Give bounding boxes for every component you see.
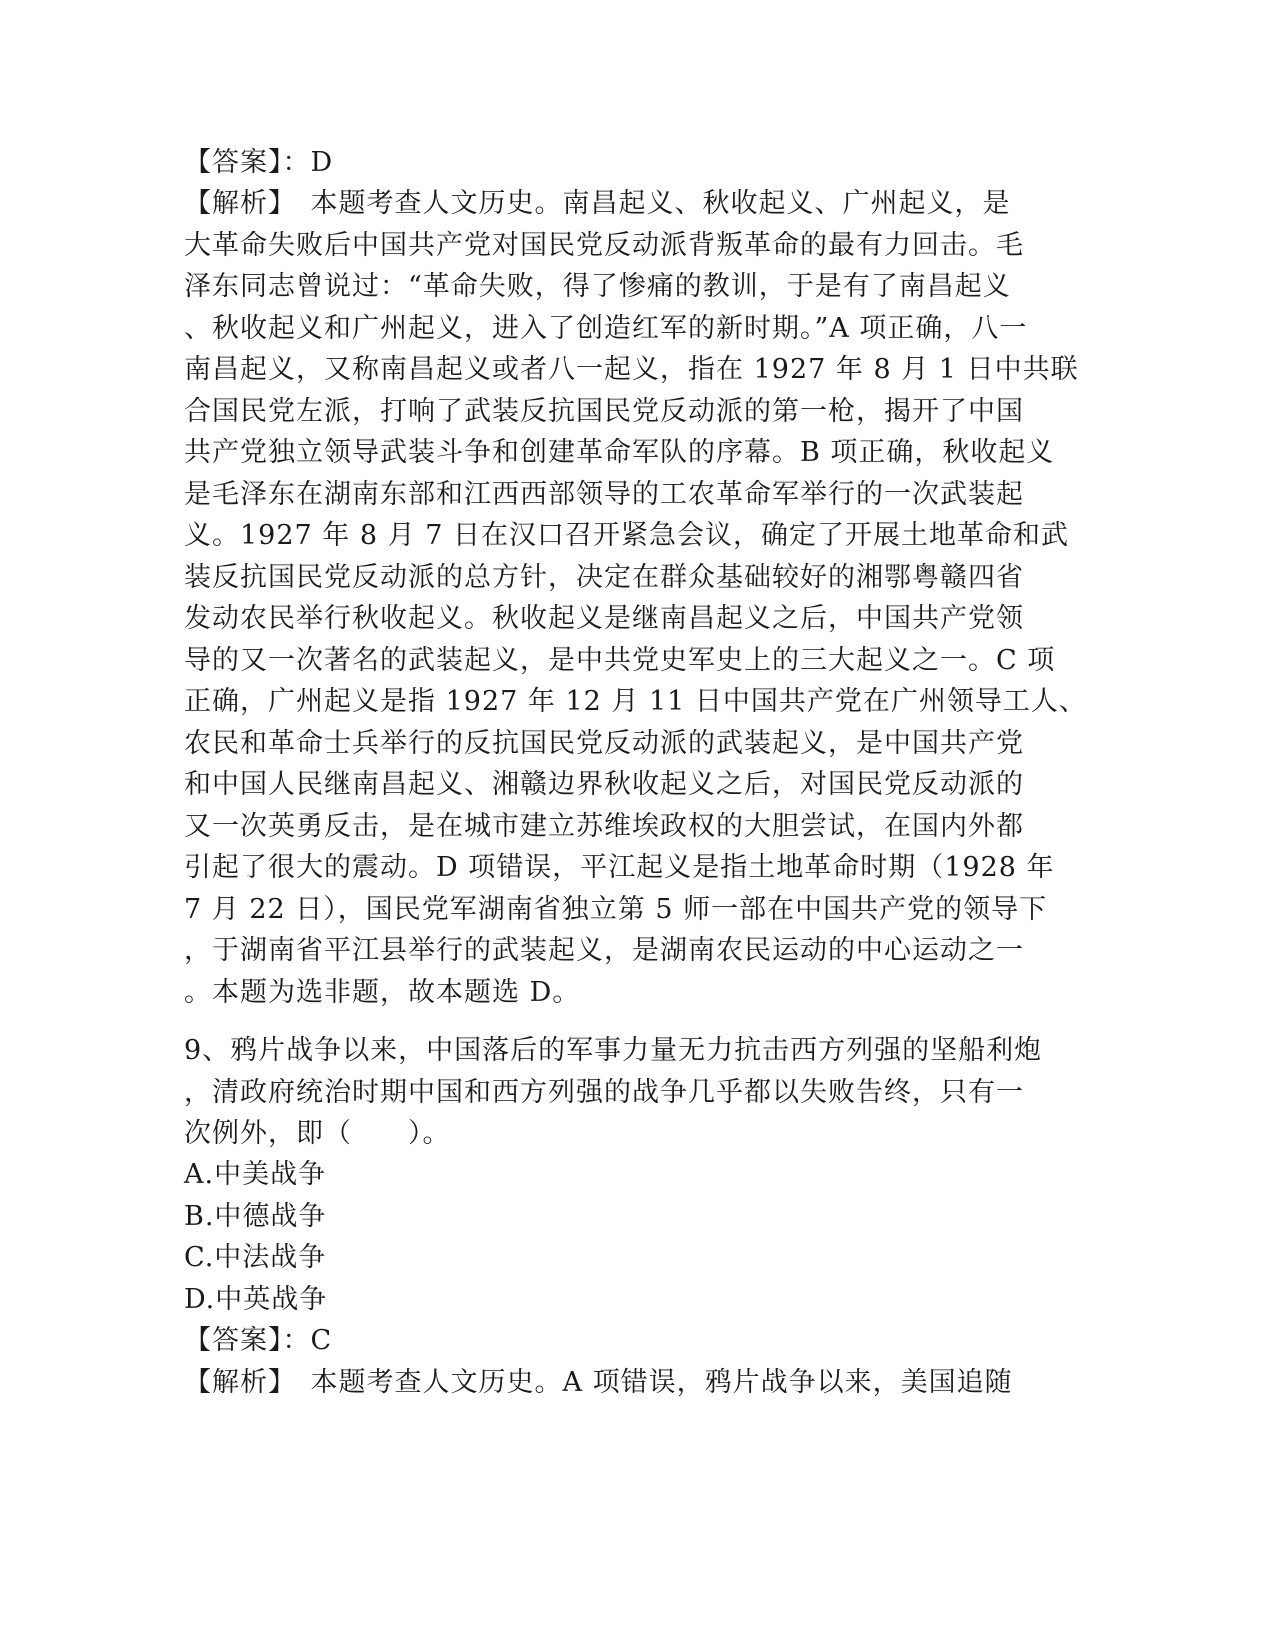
q8-explanation-line: 又一次英勇反击，是在城市建立苏维埃政权的大胆尝试，在国内外都	[184, 811, 1024, 842]
q9-question-line: ，清政府统治时期中国和西方列强的战争几乎都以失败告终，只有一	[184, 1077, 1024, 1108]
q9-option-d: D.中英战争	[184, 1284, 328, 1315]
q9-option-b: B.中德战争	[184, 1201, 327, 1232]
q8-explanation-line: 合国民党左派，打响了武装反抗国民党反动派的第一枪，揭开了中国	[184, 396, 1024, 427]
q9-question-line: 次例外，即（ ）。	[184, 1118, 451, 1149]
q8-explanation-line: 装反抗国民党反动派的总方针，决定在群众基础较好的湘鄂粤赣四省	[184, 562, 1024, 593]
q8-explanation-line: 。本题为选非题，故本题选 D。	[184, 977, 581, 1008]
q8-explanation-line: 大革命失败后中国共产党对国民党反动派背叛革命的最有力回击。毛	[184, 230, 1024, 261]
q8-explanation-line: 发动农民举行秋收起义。秋收起义是继南昌起义之后，中国共产党领	[184, 603, 1024, 634]
q8-explanation-line: 引起了很大的震动。D 项错误，平江起义是指土地革命时期（1928 年	[184, 852, 1055, 883]
q8-explanation-line: 泽东同志曾说过：“革命失败，得了惨痛的教训，于是有了南昌起义	[184, 271, 1011, 302]
q8-explanation-line: 【解析】 本题考查人文历史。南昌起义、秋收起义、广州起义，是	[184, 188, 1011, 219]
q8-explanation-line: 和中国人民继南昌起义、湘赣边界秋收起义之后，对国民党反动派的	[184, 769, 1024, 800]
q8-explanation-line: ，于湖南省平江县举行的武装起义，是湖南农民运动的中心运动之一	[184, 935, 1024, 966]
q8-explanation-line: 、秋收起义和广州起义，进入了创造红军的新时期。”A 项正确，八一	[184, 313, 1028, 344]
q9-question-line: 9、鸦片战争以来，中国落后的军事力量无力抗击西方列强的坚船利炮	[184, 1035, 1043, 1066]
q8-explanation-line: 7 月 22 日），国民党军湖南省独立第 5 师一部在中国共产党的领导下	[184, 894, 1048, 925]
q8-explanation-line: 是毛泽东在湖南东部和江西西部领导的工农革命军举行的一次武装起	[184, 479, 1024, 510]
q8-explanation-line: 农民和革命士兵举行的反抗国民党反动派的武装起义，是中国共产党	[184, 728, 1024, 759]
q8-answer: 【答案】：D	[184, 147, 334, 178]
q8-explanation-line: 共产党独立领导武装斗争和创建革命军队的序幕。B 项正确，秋收起义	[184, 437, 1055, 468]
q8-explanation-line: 南昌起义，又称南昌起义或者八一起义，指在 1927 年 8 月 1 日中共联	[184, 354, 1079, 385]
q9-answer: 【答案】：C	[184, 1325, 333, 1356]
q8-explanation-line: 导的又一次著名的武装起义，是中共党史军史上的三大起义之一。C 项	[184, 645, 1056, 676]
q9-option-c: C.中法战争	[184, 1242, 327, 1273]
q9-explanation-line: 【解析】 本题考查人文历史。A 项错误，鸦片战争以来，美国追随	[184, 1367, 1013, 1398]
q9-option-a: A.中美战争	[184, 1159, 327, 1190]
q8-explanation-line: 义。1927 年 8 月 7 日在汉口召开紧急会议，确定了开展土地革命和武	[184, 520, 1069, 551]
q8-explanation-line: 正确，广州起义是指 1927 年 12 月 11 日中国共产党在广州领导工人、	[184, 686, 1087, 717]
